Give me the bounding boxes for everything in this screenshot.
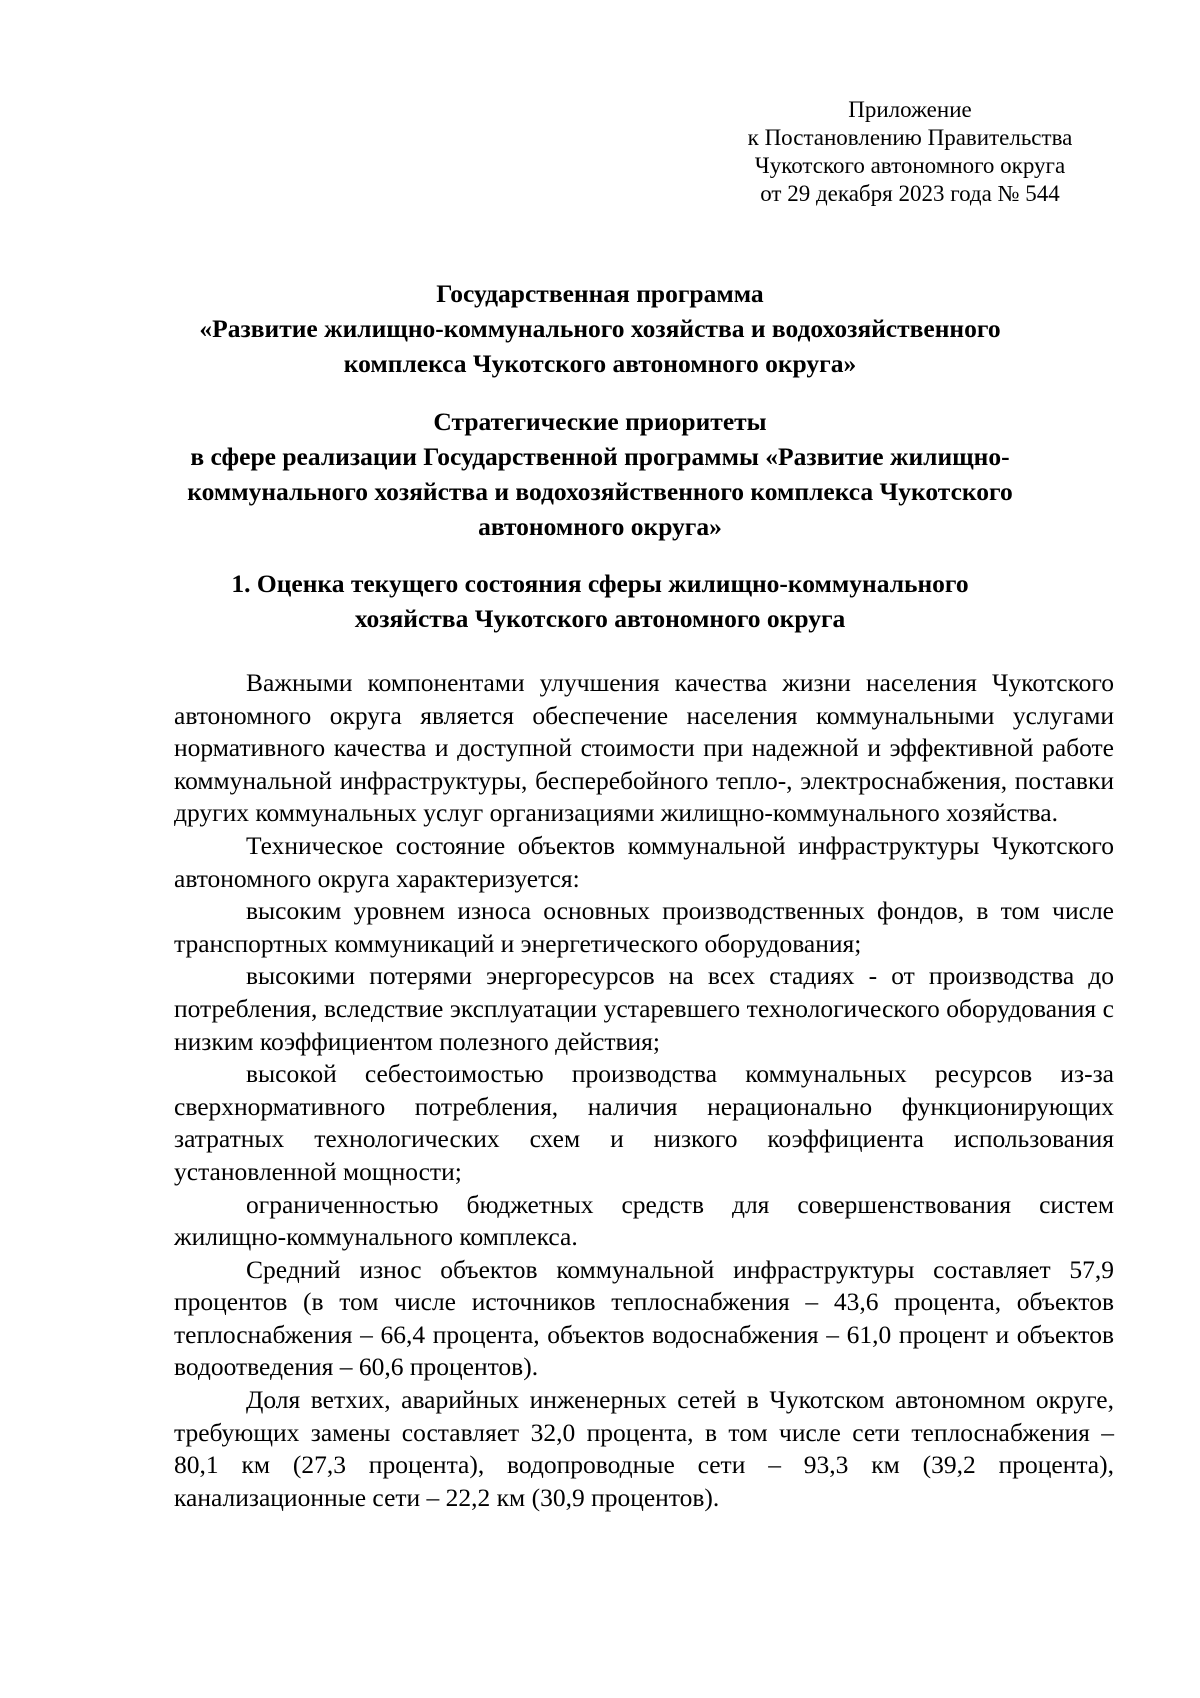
- appendix-line: Чукотского автономного округа: [754, 153, 1066, 178]
- appendix-header: [700, 96, 1120, 208]
- paragraph: Важными компонентами улучшения качества жизни населения Чукотского автономного округа является обеспечение населения коммунальными услугами нормативного качества и доступной стоимости при надежной и эффективной работе коммунальной инфраструктуры, бесперебойного тепло-, электроснабжения, поставки других коммунальных услуг организациями жилищно-коммунального хозяйства.: [174, 668, 1114, 828]
- priorities-title-line: коммунального хозяйства и водохозяйственного комплекса Чукотского: [187, 477, 1013, 506]
- paragraph: Доля ветхих, аварийных инженерных сетей в Чукотском автономном округе, требующих замены составляет 32,0 процента, в том числе сети теплоснабжения – 80,1 км (27,3 процента), водопроводные сети – 93,3 км (39,2 процента), канализационные сети – 22,2 км (30,9 процентов).: [174, 1385, 1114, 1512]
- paragraph: Средний износ объектов коммунальной инфраструктуры составляет 57,9 процентов (в том числе источников теплоснабжения – 43,6 процента, объектов теплоснабжения – 66,4 процента, объектов водоснабжения – 61,0 процент и объектов водоотведения – 60,6 процентов).: [174, 1254, 1114, 1382]
- paragraph: высоким уровнем износа основных производственных фондов, в том числе транспортных коммуникаций и энергетического оборудования;: [174, 896, 1114, 958]
- program-title-line: «Развитие жилищно-коммунального хозяйства и водохозяйственного: [199, 314, 1001, 343]
- paragraph: высокой себестоимостью производства коммунальных ресурсов из-за сверхнормативного потребления, наличия нерационально функционирующих затратных технологических схем и низкого коэффициента использования установленной мощности;: [174, 1059, 1114, 1186]
- appendix-line: Приложение: [848, 97, 972, 122]
- paragraph: ограниченностью бюджетных средств для совершенствования систем жилищно-коммунального комплекса.: [174, 1189, 1114, 1252]
- program-title-line: комплекса Чукотского автономного округа»: [343, 349, 857, 378]
- body-text: [174, 667, 1114, 1514]
- section-heading: [150, 566, 1050, 636]
- priorities-title-line: автономного округа»: [478, 512, 722, 541]
- paragraph: высокими потерями энергоресурсов на всех стадиях - от производства до потребления, вследствие эксплуатации устаревшего технологического оборудования с низким коэффициентом полезного действия;: [174, 961, 1114, 1056]
- appendix-line: к Постановлению Правительства: [747, 125, 1073, 150]
- priorities-title: [150, 404, 1050, 544]
- paragraph: Техническое состояние объектов коммунальной инфраструктуры Чукотского автономного округа характеризуется:: [174, 830, 1114, 893]
- section-heading-line: 1. Оценка текущего состояния сферы жилищно-коммунального: [231, 569, 969, 598]
- priorities-title-line: в сфере реализации Государственной программы «Развитие жилищно-: [190, 442, 1010, 471]
- section-heading-line: хозяйства Чукотского автономного округа: [354, 604, 846, 633]
- priorities-title-line: Стратегические приоритеты: [433, 407, 767, 436]
- appendix-line: от 29 декабря 2023 года № 544: [760, 181, 1060, 206]
- program-title: [150, 276, 1050, 381]
- program-title-line: Государственная программа: [436, 279, 764, 308]
